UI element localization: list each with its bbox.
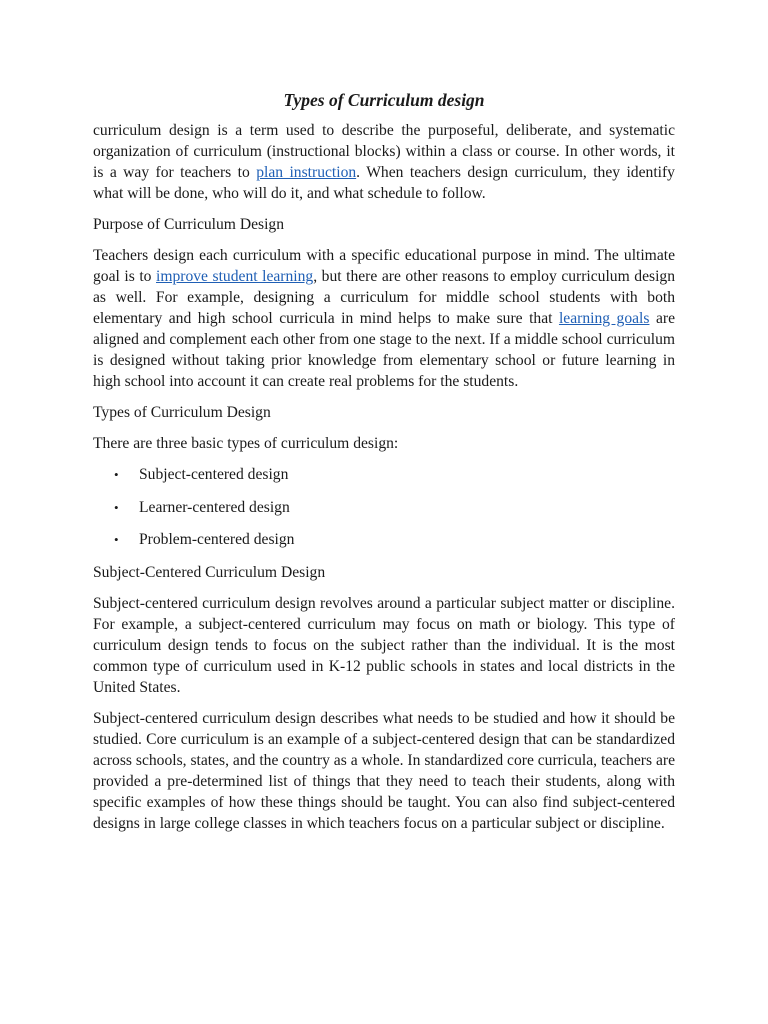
document-page <box>93 88 675 844</box>
types-heading: Types of Curriculum Design <box>93 404 271 421</box>
list-item-label: Learner-centered design <box>139 498 290 516</box>
bullet-icon: • <box>114 499 119 515</box>
list-item-label: Problem-centered design <box>139 531 295 548</box>
purpose-text-3: are aligned and complement each other from one stage to the next. If a middle school curriculum is designed without taking prior knowledge from elementary school or future learning in high school into account it can create real problems for the students. <box>93 310 676 390</box>
subject-centered-heading: Subject-Centered Curriculum Design <box>93 563 326 581</box>
list-item-label: Subject-centered design <box>139 466 289 483</box>
subject-centered-paragraph-1: Subject-centered curriculum design revolves around a particular subject matter or discipline. For example, a subject-centered curriculum may focus on math or biology. This type of curriculum design tends to focus on the subject rather than the individual. It is the most common type of curriculum used in K-12 public schools in states and local districts in the United States. <box>93 594 675 696</box>
list-item <box>93 529 675 550</box>
list-item <box>93 497 675 518</box>
plan-instruction-link[interactable]: plan instruction <box>256 164 357 181</box>
purpose-heading: Purpose of Curriculum Design <box>93 216 285 233</box>
intro-text-end: . When teachers design curriculum, they identify what will be done, who will do it, and what schedule to follow. <box>93 164 675 202</box>
purpose-text-2: , but there are other reasons to employ curriculum design as well. For example, designing a curriculum for middle school students with both elementary and high school curricula in mind helps to make sure that <box>93 268 675 327</box>
subject-centered-paragraph-2: Subject-centered curriculum design describes what needs to be studied and how it should be studied. Core curriculum is an example of a subject-centered design that can be standardized across schools, states, and the country as a whole. In standardized core curricula, teachers are provided a pre-determined list of things that they need to teach their students, along with specific examples of how these things should be taught. You can also find subject-centered designs in large college classes in which teachers focus on a particular subject or discipline. <box>93 709 675 832</box>
purpose-text-1: Teachers design each curriculum with a specific educational purpose in mind. The ultimate goal is to <box>93 247 675 285</box>
learning-goals-link[interactable]: learning goals <box>558 310 650 327</box>
list-item <box>93 464 675 485</box>
bullet-icon: • <box>114 467 119 482</box>
improve-student-learning-link[interactable]: improve student learning <box>156 268 314 285</box>
types-intro: There are three basic types of curriculum design: <box>93 435 399 452</box>
purpose-paragraph <box>93 245 675 392</box>
intro-text: curriculum design is a term used to describe the purposeful, deliberate, and systematic organization of curriculum (instructional blocks) within a class or course. In other words, it is a way for teachers to <box>93 122 675 181</box>
intro-paragraph <box>93 120 675 204</box>
bullet-icon: • <box>114 532 119 547</box>
types-list <box>93 464 675 550</box>
document-title: Types of Curriculum design <box>283 90 485 110</box>
